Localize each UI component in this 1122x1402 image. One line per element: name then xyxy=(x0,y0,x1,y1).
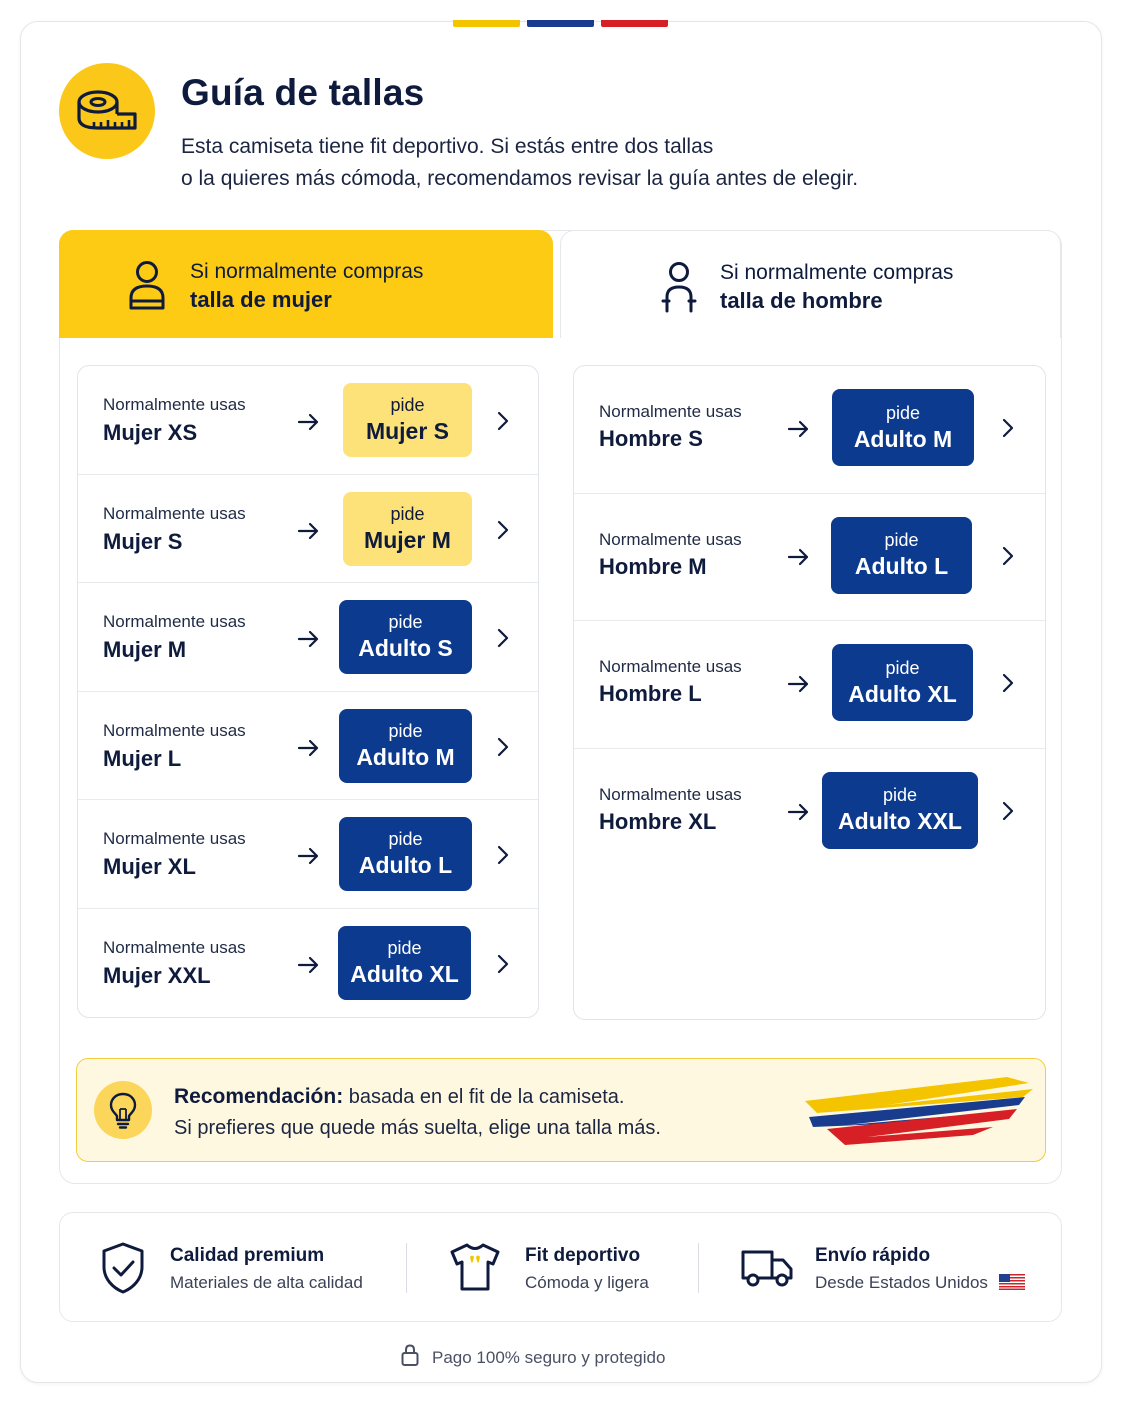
recommended-size-badge[interactable] xyxy=(339,817,472,891)
recommendation-banner xyxy=(76,1058,1046,1162)
badge-size-value: Mujer S xyxy=(365,418,450,444)
size-row[interactable] xyxy=(78,583,538,692)
tab-line1: Si normalmente compras xyxy=(720,261,954,284)
badge-pide-label: pide xyxy=(388,829,423,849)
arrow-right-icon xyxy=(297,413,321,431)
feature-subtitle xyxy=(815,1273,1025,1293)
usa-flag-icon xyxy=(999,1274,1025,1290)
feature-divider xyxy=(698,1243,699,1293)
tshirt-icon xyxy=(448,1241,502,1298)
tab-men[interactable] xyxy=(560,230,1061,338)
usual-size-value: Hombre M xyxy=(599,553,707,579)
usual-size-value: Mujer XXL xyxy=(103,962,211,988)
usual-size-value: Mujer S xyxy=(103,528,183,554)
recommended-size-badge[interactable] xyxy=(338,926,471,1000)
usual-size-value: Mujer XS xyxy=(103,420,198,445)
badge-pide-label: pide xyxy=(388,720,423,741)
arrow-right-icon xyxy=(297,847,321,865)
arrow-right-icon xyxy=(787,548,811,566)
chevron-right-icon[interactable] xyxy=(1001,800,1015,822)
shield-check-icon xyxy=(100,1241,146,1300)
subtitle-line: o la quieres más cómoda, recomendamos revisar la guía antes de elegir. xyxy=(181,167,859,190)
badge-size-value: Adulto XL xyxy=(350,960,459,987)
recommended-size-badge[interactable] xyxy=(822,772,978,849)
badge-size-value: Adulto XXL xyxy=(838,808,962,834)
tab-line2: talla de hombre xyxy=(720,288,883,313)
usual-size-label: Normalmente usas xyxy=(103,720,246,740)
usual-size-value: Mujer M xyxy=(103,637,187,662)
badge-pide-label: pide xyxy=(388,612,423,632)
truck-icon xyxy=(740,1247,794,1294)
woman-user-icon xyxy=(127,260,167,317)
usual-size-label: Normalmente usas xyxy=(599,529,742,549)
tab-men-label xyxy=(720,259,953,315)
tab-women[interactable] xyxy=(59,230,553,338)
badge-pide-label: pide xyxy=(885,657,920,678)
lightbulb-icon xyxy=(94,1081,152,1139)
usual-size-value: Hombre S xyxy=(599,426,703,451)
size-row[interactable] xyxy=(574,749,1045,877)
recommended-size-badge[interactable] xyxy=(832,389,974,466)
chevron-right-icon[interactable] xyxy=(496,627,510,649)
usual-size-value: Hombre L xyxy=(599,681,702,706)
arrow-right-icon xyxy=(787,420,811,438)
men-size-list xyxy=(573,365,1046,1020)
feature-divider xyxy=(406,1243,407,1293)
size-row[interactable] xyxy=(574,621,1045,749)
badge-size-value: Adulto L xyxy=(854,553,949,579)
size-row[interactable] xyxy=(78,475,538,584)
arrow-right-icon xyxy=(297,522,321,540)
usual-size-label: Normalmente usas xyxy=(103,937,246,957)
tab-line1: Si normalmente compras xyxy=(190,260,424,283)
chevron-right-icon[interactable] xyxy=(496,844,510,866)
measuring-tape-icon xyxy=(59,63,155,159)
recommendation-label: Recomendación: xyxy=(174,1085,344,1108)
usual-size-label: Normalmente usas xyxy=(103,829,246,848)
usual-size-label: Normalmente usas xyxy=(103,503,246,523)
size-row[interactable] xyxy=(574,366,1045,494)
flag-stripe-red xyxy=(601,20,668,27)
usual-size-value: Mujer XL xyxy=(103,854,196,879)
feature-title: Fit deportivo xyxy=(525,1245,641,1266)
chevron-right-icon[interactable] xyxy=(496,736,510,758)
arrow-right-icon xyxy=(297,739,321,757)
chevron-right-icon[interactable] xyxy=(496,410,510,432)
usual-size-label: Normalmente usas xyxy=(103,612,246,631)
chevron-right-icon[interactable] xyxy=(1001,545,1015,567)
secure-payment-text: Pago 100% seguro y protegido xyxy=(432,1347,666,1367)
recommendation-line2: Si prefieres que quede más suelta, elige una talla más. xyxy=(174,1117,661,1139)
badge-pide-label: pide xyxy=(387,937,422,958)
arrow-right-icon xyxy=(787,675,811,693)
arrow-right-icon xyxy=(787,803,811,821)
badge-pide-label: pide xyxy=(882,785,918,805)
badge-size-value: Mujer M xyxy=(364,526,451,553)
size-row[interactable] xyxy=(78,909,538,1018)
usual-size-label: Normalmente usas xyxy=(599,402,742,421)
women-size-list xyxy=(77,365,539,1018)
flag-stripe-yellow xyxy=(453,20,520,27)
secure-payment-note xyxy=(400,1343,665,1372)
recommendation-text xyxy=(174,1081,661,1144)
arrow-right-icon xyxy=(297,956,321,974)
badge-size-value: Adulto L xyxy=(358,852,453,878)
feature-subtitle: Cómoda y ligera xyxy=(525,1273,649,1292)
size-row[interactable] xyxy=(574,494,1045,622)
subtitle-line: Esta camiseta tiene fit deportivo. Si estás entre dos tallas xyxy=(181,135,714,158)
feature-title: Envío rápido xyxy=(815,1245,931,1266)
feature-shipping xyxy=(740,1213,1040,1323)
usual-size-label: Normalmente usas xyxy=(103,395,246,414)
tab-line2: talla de mujer xyxy=(190,287,332,312)
badge-size-value: Adulto XL xyxy=(848,680,957,707)
colombia-flag-brush-icon xyxy=(797,1071,1037,1151)
recommended-size-badge[interactable] xyxy=(343,383,472,457)
usual-size-label: Normalmente usas xyxy=(599,657,742,676)
chevron-right-icon[interactable] xyxy=(496,953,510,975)
badge-pide-label: pide xyxy=(390,503,425,524)
badge-pide-label: pide xyxy=(884,530,919,550)
badge-size-value: Adulto M xyxy=(853,425,953,452)
recommended-size-badge[interactable] xyxy=(339,709,472,783)
recommendation-line1: basada en el fit de la camiseta. xyxy=(343,1086,625,1108)
feature-quality xyxy=(100,1213,430,1323)
size-row[interactable] xyxy=(78,800,538,909)
recommended-size-badge[interactable] xyxy=(831,517,972,594)
chevron-right-icon[interactable] xyxy=(1001,417,1015,439)
badge-size-value: Adulto M xyxy=(356,743,455,770)
recommended-size-badge[interactable] xyxy=(343,492,472,566)
chevron-right-icon[interactable] xyxy=(496,519,510,541)
recommended-size-badge[interactable] xyxy=(339,600,472,674)
feature-title: Calidad premium xyxy=(170,1245,325,1266)
badge-size-value: Adulto S xyxy=(358,635,453,661)
feature-fit xyxy=(448,1213,708,1323)
page-title: Guía de tallas xyxy=(181,72,425,113)
lock-icon xyxy=(400,1343,420,1372)
features-bar xyxy=(59,1212,1062,1322)
arrow-right-icon xyxy=(297,630,321,648)
feature-subtitle-text: Desde Estados Unidos xyxy=(815,1273,988,1292)
recommended-size-badge[interactable] xyxy=(832,644,973,721)
page-subtitle xyxy=(181,131,981,195)
tab-women-label xyxy=(190,258,423,314)
size-row[interactable] xyxy=(78,692,538,801)
badge-pide-label: pide xyxy=(885,402,921,423)
flag-stripe-blue xyxy=(527,20,594,27)
size-row[interactable] xyxy=(78,366,538,475)
usual-size-value: Mujer L xyxy=(103,745,182,771)
badge-pide-label: pide xyxy=(390,395,425,415)
chevron-right-icon[interactable] xyxy=(1001,672,1015,694)
man-user-icon xyxy=(659,261,699,318)
feature-subtitle: Materiales de alta calidad xyxy=(170,1273,363,1292)
usual-size-label: Normalmente usas xyxy=(599,784,742,804)
usual-size-value: Hombre XL xyxy=(599,808,717,834)
